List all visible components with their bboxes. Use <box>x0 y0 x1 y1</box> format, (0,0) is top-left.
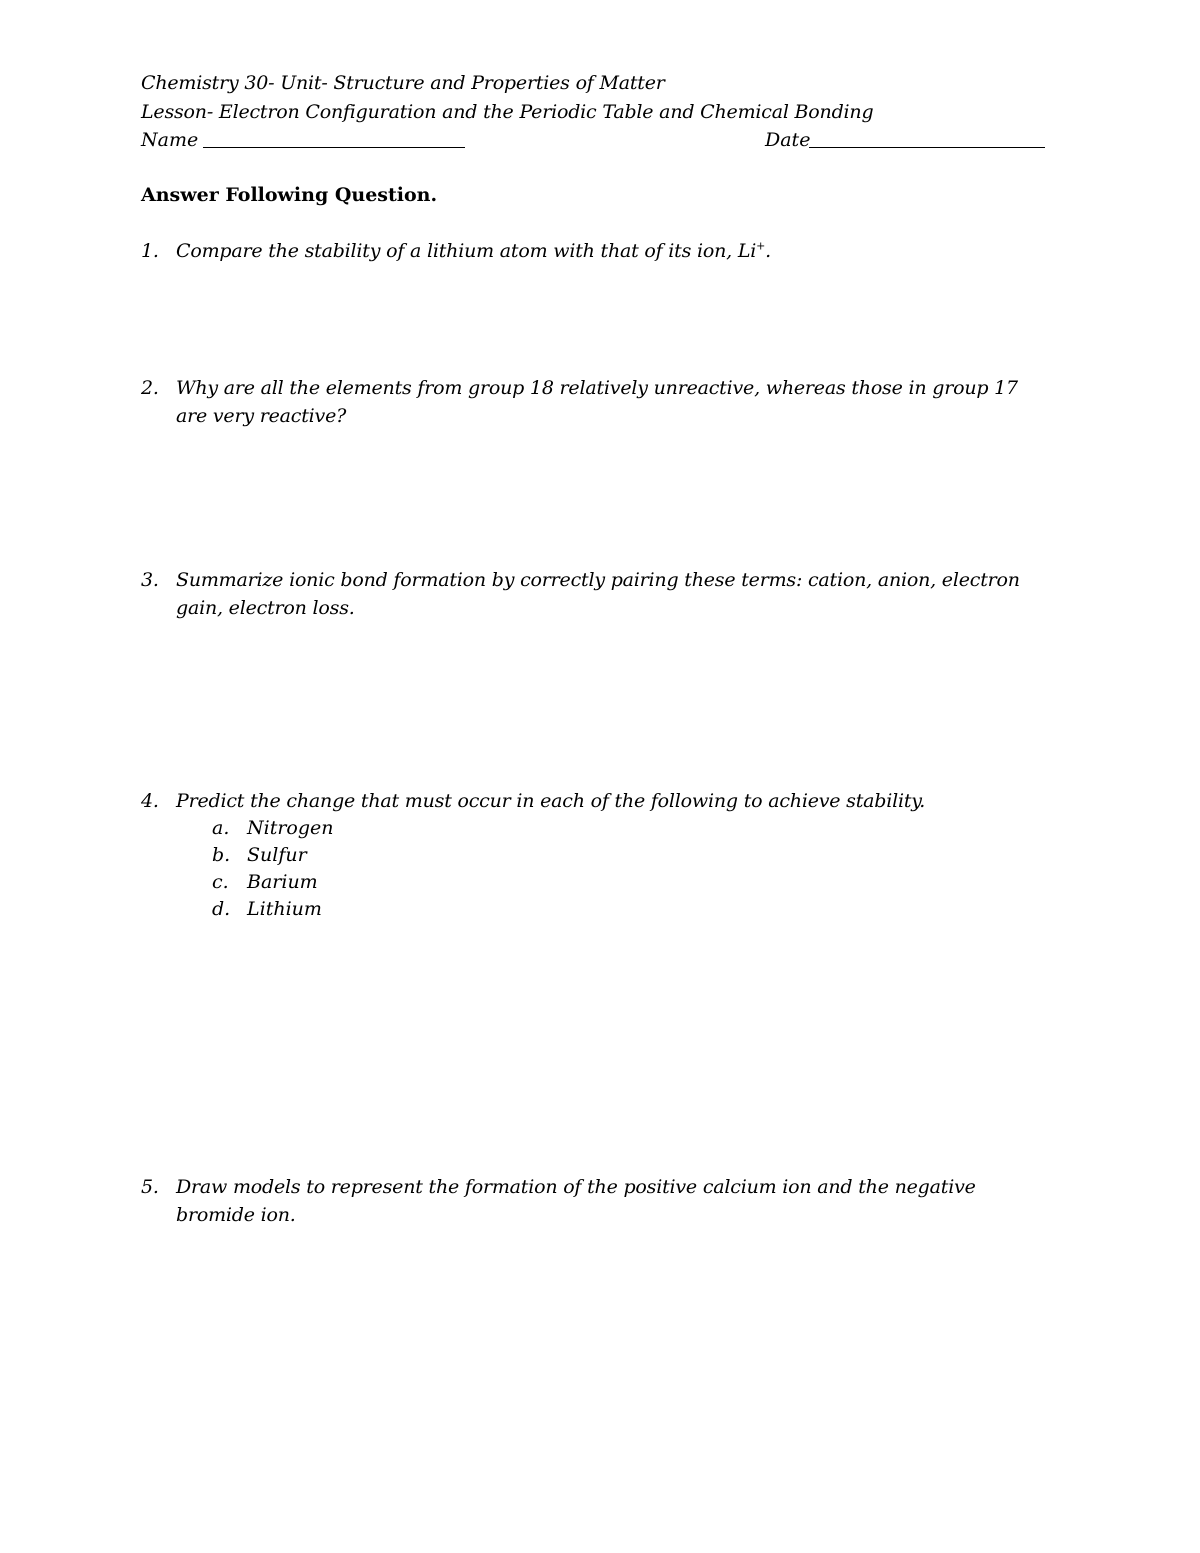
name-date-row <box>141 127 1046 153</box>
question-text: Draw models to represent the formation of the positive calcium ion and the negative bromide ion. <box>176 1176 976 1226</box>
name-label: Name <box>141 129 199 151</box>
date-blank-line[interactable] <box>809 147 1045 148</box>
question-number: 1. <box>141 240 159 262</box>
name-blank-line[interactable] <box>203 147 465 148</box>
question-number: 3. <box>141 569 159 591</box>
question-number: 2. <box>141 377 159 399</box>
list-item-letter: c. <box>212 871 229 893</box>
question-5 <box>141 1173 1051 1229</box>
question-2 <box>141 374 1051 430</box>
instructions-heading: Answer Following Question. <box>141 184 438 206</box>
question-text: Compare the stability of a lithium atom with that of its ion, Li+. <box>176 239 771 262</box>
list-item-text: Nitrogen <box>247 817 334 839</box>
list-item-text: Lithium <box>247 898 322 920</box>
question-4 <box>141 787 1051 815</box>
question-1 <box>141 237 1051 265</box>
list-item-text: Barium <box>247 871 318 893</box>
list-item-letter: a. <box>212 817 230 839</box>
question-text: Why are all the elements from group 18 relatively unreactive, whereas those in group 17 are very reactive? <box>176 377 1018 427</box>
question-number: 4. <box>141 790 159 812</box>
date-label: Date <box>765 129 811 151</box>
ion-charge-superscript: + <box>756 239 766 253</box>
list-item-letter: b. <box>212 844 231 866</box>
question-text: Predict the change that must occur in each of the following to achieve stability. <box>176 790 926 812</box>
course-title: Chemistry 30- Unit- Structure and Properties of Matter <box>141 72 665 94</box>
question-text: Summarize ionic bond formation by correctly pairing these terms: cation, anion, electron gain, electron loss. <box>176 569 1020 619</box>
question-3 <box>141 566 1051 622</box>
lesson-title: Lesson- Electron Configuration and the Periodic Table and Chemical Bonding <box>141 101 874 123</box>
question-number: 5. <box>141 1176 159 1198</box>
list-item-letter: d. <box>212 898 231 920</box>
list-item-text: Sulfur <box>247 844 307 866</box>
